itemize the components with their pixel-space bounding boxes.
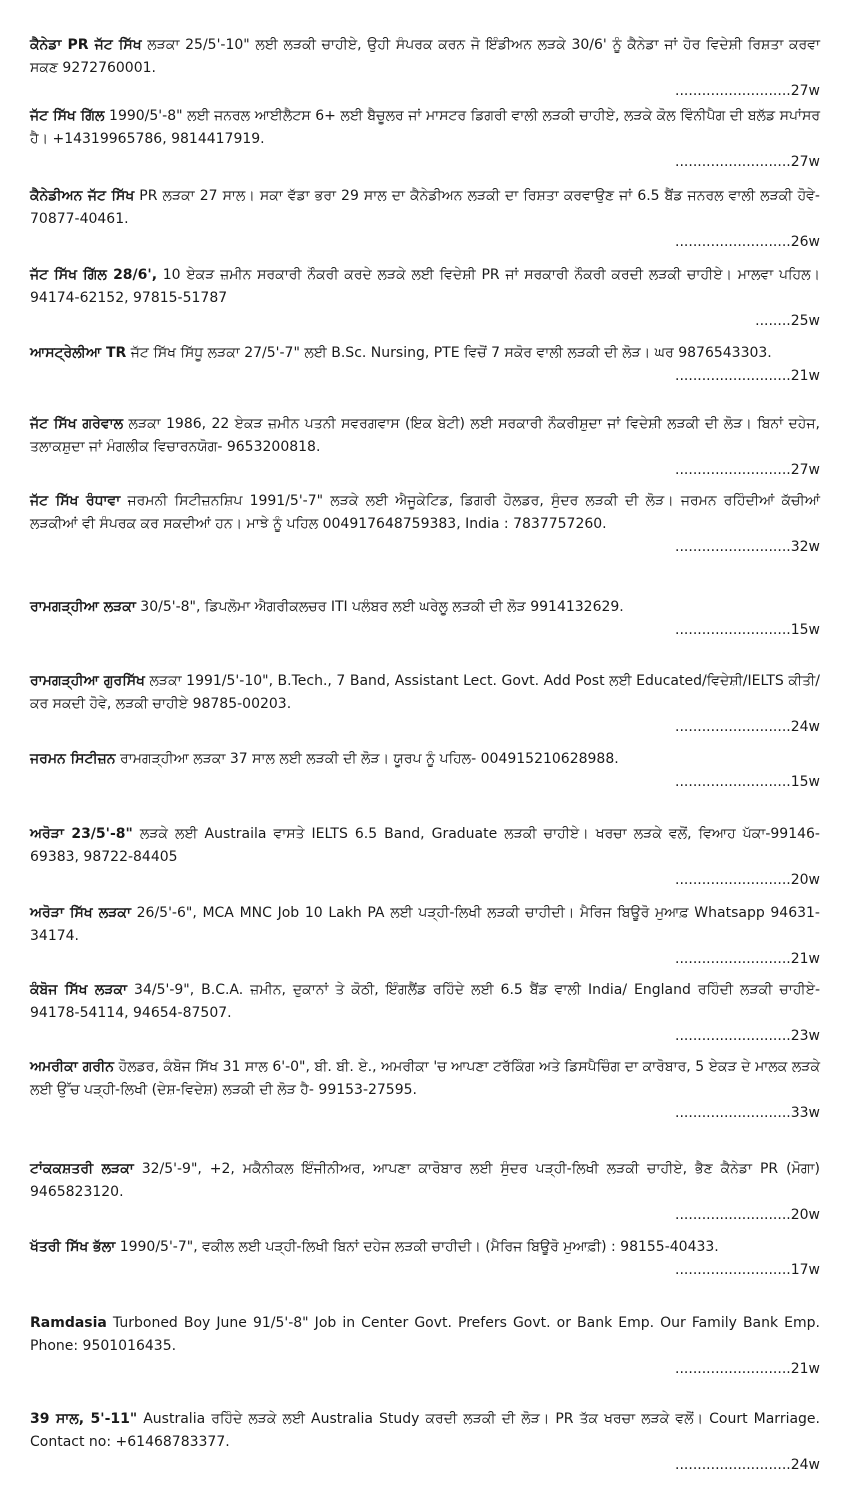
ad-code: ..........................21w: [675, 951, 820, 967]
ad-body: Australia ਰਹਿੰਦੇ ਲੜਕੇ ਲਈ Australia Study ਕਰਦੀ ਲੜਕੀ ਦੀ ਲੋੜ। PR ਤੱਕ ਖਰਚਾ ਲੜਕੇ ਵਲੋਂ। Court Marriage. Contact no: +61468783377.: [30, 1411, 820, 1450]
ad-code: ..........................33w: [675, 1105, 820, 1121]
ad-body: ਹੋਲਡਰ, ਕੰਬੋਜ ਸਿੱਖ 31 ਸਾਲ 6'-0", ਬੀ. ਬੀ. ਏ., ਅਮਰੀਕਾ 'ਚ ਆਪਣਾ ਟਰੱਕਿੰਗ ਅਤੇ ਡਿਸਪੈਚਿੰਗ ਦਾ ਕਾਰੋਬਾਰ, 5 ਏਕੜ ਦੇ ਮਾਲਕ ਲੜਕੇ ਲਈ ਉੱਚ ਪੜ੍ਹੀ-ਲਿਖੀ (ਦੇਸ਼-ਵਿਦੇਸ਼) ਲੜਕੀ ਦੀ ਲੋੜ ਹੈ- 99153-27595.: [30, 1059, 820, 1098]
ad-body: ਜੱਟ ਸਿੱਖ ਸਿੱਧੂ ਲੜਕਾ 27/5'-7" ਲਈ B.Sc. Nursing, PTE ਵਿਚੋਂ 7 ਸਕੋਰ ਵਾਲੀ ਲੜਕੀ ਦੀ ਲੋੜ। ਘਰ 9876543303.: [126, 345, 772, 361]
ad-body: ਲੜਕਾ 25/5'-10" ਲਈ ਲੜਕੀ ਚਾਹੀਏ, ਉਹੀ ਸੰਪਰਕ ਕਰਨ ਜੋ ਇੰਡੀਅਨ ਲੜਕੇ 30/6' ਨੂੰ ਕੈਨੇਡਾ ਜਾਂ ਹੋਰ ਵਿਦੇਸ਼ੀ ਰਿਸ਼ਤਾ ਕਰਵਾ ਸਕਣ 9272760001.: [30, 37, 821, 76]
ad-code: ..........................24w: [675, 1457, 820, 1473]
ad-lead: 39 ਸਾਲ, 5'-11": [30, 1411, 138, 1427]
ad-body: 30/5'-8", ਡਿਪਲੋਮਾ ਐਗਰੀਕਲਚਰ ITI ਪਲੰਬਰ ਲਈ ਘਰੇਲੂ ਲੜਕੀ ਦੀ ਲੋੜ 9914132629.: [135, 599, 624, 615]
ad-code: ..........................32w: [675, 539, 820, 555]
ad-code: ..........................15w: [675, 622, 820, 638]
ad-code: ..........................21w: [675, 368, 820, 384]
ad-body: 26/5'-6", MCA MNC Job 10 Lakh PA ਲਈ ਪੜ੍ਹੀ-ਲਿਖੀ ਲੜਕੀ ਚਾਹੀਦੀ। ਮੈਰਿਜ ਬਿਊਰੋ ਮੁਆਫ਼ Whatsapp 94631-34174.: [30, 905, 820, 944]
ad-lead: ਟਾਂਕਕਸ਼ਤਰੀ ਲੜਕਾ: [30, 1161, 134, 1177]
ad-11: [30, 902, 820, 971]
ad-lead: ਰਾਮਗੜ੍ਹੀਆ ਗੁਰਸਿੱਖ: [30, 673, 145, 689]
ad-8: [30, 670, 820, 739]
ad-2: [30, 185, 820, 254]
ad-code: ..........................23w: [675, 1028, 820, 1044]
ad-code: ..........................26w: [675, 234, 820, 250]
ad-body: ਰਾਮਗੜ੍ਹੀਆ ਲੜਕਾ 37 ਸਾਲ ਲਈ ਲੜਕੀ ਦੀ ਲੋੜ। ਯੂਰਪ ਨੂੰ ਪਹਿਲ- 004915210628988.: [115, 751, 619, 767]
ad-lead: ਜਰਮਨ ਸਿਟੀਜ਼ਨ: [30, 751, 116, 767]
ad-code: ..........................27w: [675, 154, 820, 170]
ad-15: [30, 1236, 820, 1282]
ad-10: [30, 823, 820, 892]
ad-lead: ਆਸਟ੍ਰੇਲੀਆ TR: [30, 345, 127, 361]
ad-lead: ਕੰਬੋਜ ਸਿੱਖ ਲੜਕਾ: [30, 982, 128, 998]
ad-14: [30, 1158, 820, 1227]
ad-code: ........25w: [755, 313, 820, 329]
ad-5: [30, 413, 820, 482]
ad-code: ..........................20w: [675, 872, 820, 888]
ad-lead: ਰਾਮਗੜ੍ਹੀਆ ਲੜਕਾ: [30, 599, 136, 615]
ad-body: 34/5'-9", B.C.A. ਜ਼ਮੀਨ, ਦੁਕਾਨਾਂ ਤੇ ਕੋਠੀ, ਇੰਗਲੈਂਡ ਰਹਿੰਦੇ ਲਈ 6.5 ਬੈਂਡ ਵਾਲੀ India/ England ਰਹਿੰਦੀ ਲੜਕੀ ਚਾਹੀਏ- 94178-54114, 94654-87507.: [30, 982, 820, 1021]
ad-code: ..........................27w: [675, 462, 820, 478]
ad-body: 1990/5'-7", ਵਕੀਲ ਲਈ ਪੜ੍ਹੀ-ਲਿਖੀ ਬਿਨਾਂ ਦਹੇਜ ਲੜਕੀ ਚਾਹੀਦੀ। (ਮੈਰਿਜ ਬਿਊਰੋ ਮੁਆਫ਼ੀ) : 98155-40433.: [115, 1239, 719, 1255]
ad-6: [30, 490, 820, 559]
ad-13: [30, 1056, 820, 1125]
ad-3: [30, 264, 820, 333]
ad-lead: ਜੱਟ ਸਿੱਖ ਗਰੇਵਾਲ: [30, 416, 124, 432]
ad-code: ..........................17w: [675, 1262, 820, 1278]
ad-0: [30, 34, 820, 103]
ad-body: ਲੜਕਾ 1986, 22 ਏਕੜ ਜ਼ਮੀਨ ਪਤਨੀ ਸਵਰਗਵਾਸ (ਇਕ ਬੇਟੀ) ਲਈ ਸਰਕਾਰੀ ਨੌਕਰੀਸ਼ੁਦਾ ਜਾਂ ਵਿਦੇਸ਼ੀ ਲੜਕੀ ਦੀ ਲੋੜ। ਬਿਨਾਂ ਦਹੇਜ, ਤਲਾਕਸ਼ੁਦਾ ਜਾਂ ਮੰਗਲੀਕ ਵਿਚਾਰਨਯੋਗ- 9653200818.: [30, 416, 820, 455]
ad-17: [30, 1408, 820, 1477]
ad-code: ..........................15w: [675, 774, 820, 790]
ad-4: [30, 342, 820, 388]
ad-lead: ਜੱਟ ਸਿੱਖ ਰੰਧਾਵਾ: [30, 493, 121, 509]
ad-lead: ਜੱਟ ਸਿੱਖ ਗਿੱਲ: [30, 108, 105, 124]
ad-lead: ਕੈਨੇਡਾ PR ਜੱਟ ਸਿੱਖ: [30, 37, 142, 53]
ad-7: [30, 596, 820, 642]
ad-16: [30, 1312, 820, 1381]
ad-lead: Ramdasia: [30, 1315, 107, 1331]
ad-code: ..........................27w: [675, 83, 820, 99]
ad-body: PR ਲੜਕਾ 27 ਸਾਲ। ਸਕਾ ਵੱਡਾ ਭਰਾ 29 ਸਾਲ ਦਾ ਕੈਨੇਡੀਅਨ ਲੜਕੀ ਦਾ ਰਿਸ਼ਤਾ ਕਰਵਾਉਣ ਜਾਂ 6.5 ਬੈਂਡ ਜਨਰਲ ਵਾਲੀ ਲੜਕੀ ਹੋਵੇ- 70877-40461.: [30, 188, 820, 227]
ad-lead: ਖੱਤਰੀ ਸਿੱਖ ਭੱਲਾ: [30, 1239, 116, 1255]
ad-body: 32/5'-9", +2, ਮਕੈਨੀਕਲ ਇੰਜੀਨੀਅਰ, ਆਪਣਾ ਕਾਰੋਬਾਰ ਲਈ ਸੁੰਦਰ ਪੜ੍ਹੀ-ਲਿਖੀ ਲੜਕੀ ਚਾਹੀਏ, ਭੈਣ ਕੈਨੇਡਾ PR (ਮੋਗਾ) 9465823120.: [30, 1161, 820, 1200]
ad-body: ਜਰਮਨੀ ਸਿਟੀਜ਼ਨਸ਼ਿਪ 1991/5'-7" ਲੜਕੇ ਲਈ ਐਜੂਕੇਟਿਡ, ਡਿਗਰੀ ਹੋਲਡਰ, ਸੁੰਦਰ ਲੜਕੀ ਦੀ ਲੋੜ। ਜਰਮਨ ਰਹਿੰਦੀਆਂ ਕੱਚੀਆਂ ਲੜਕੀਆਂ ਵੀ ਸੰਪਰਕ ਕਰ ਸਕਦੀਆਂ ਹਨ। ਮਾਝੇ ਨੂੰ ਪਹਿਲ 004917648759383, India : 7837757260.: [30, 493, 820, 532]
ad-code: ..........................24w: [675, 719, 820, 735]
ad-1: [30, 105, 820, 174]
ad-code: ..........................20w: [675, 1207, 820, 1223]
ad-body: Turboned Boy June 91/5'-8" Job in Center Govt. Prefers Govt. or Bank Emp. Our Family Bank Emp. Phone: 9501016435.: [30, 1315, 820, 1354]
ad-body: ਲੜਕੇ ਲਈ Austraila ਵਾਸਤੇ IELTS 6.5 Band, Graduate ਲੜਕੀ ਚਾਹੀਏ। ਖਰਚਾ ਲੜਕੇ ਵਲੋਂ, ਵਿਆਹ ਪੱਕਾ-99146-69383, 98722-84405: [30, 826, 820, 865]
ad-body: ਲੜਕਾ 1991/5'-10", B.Tech., 7 Band, Assistant Lect. Govt. Add Post ਲਈ Educated/ਵਿਦੇਸ਼ੀ/IELTS ਕੀਤੀ/ਕਰ ਸਕਦੀ ਹੋਵੇ, ਲੜਕੀ ਚਾਹੀਏ 98785-00203.: [30, 673, 820, 712]
ad-lead: ਅਮਰੀਕਾ ਗਰੀਨ: [30, 1059, 115, 1075]
ad-body: 10 ਏਕੜ ਜ਼ਮੀਨ ਸਰਕਾਰੀ ਨੌਕਰੀ ਕਰਦੇ ਲੜਕੇ ਲਈ ਵਿਦੇਸ਼ੀ PR ਜਾਂ ਸਰਕਾਰੀ ਨੌਕਰੀ ਕਰਦੀ ਲੜਕੀ ਚਾਹੀਏ। ਮਾਲਵਾ ਪਹਿਲ। 94174-62152, 97815-51787: [30, 267, 820, 306]
ad-lead: ਜੱਟ ਸਿੱਖ ਗਿੱਲ 28/6',: [30, 267, 158, 283]
ad-lead: ਅਰੋੜਾ ਸਿੱਖ ਲੜਕਾ: [30, 905, 131, 921]
ad-9: [30, 748, 820, 794]
ad-lead: ਅਰੋੜਾ 23/5'-8": [30, 826, 133, 842]
ad-body: 1990/5'-8" ਲਈ ਜਨਰਲ ਆਈਲੈਟਸ 6+ ਲਈ ਬੈਚੂਲਰ ਜਾਂ ਮਾਸਟਰ ਡਿਗਰੀ ਵਾਲੀ ਲੜਕੀ ਚਾਹੀਏ, ਲੜਕੇ ਕੋਲ ਵਿੰਨੀਪੈਗ ਦੀ ਬਲੱਡ ਸਪਾਂਸਰ ਹੈ। +14319965786, 9814417919.: [30, 108, 820, 147]
ad-12: [30, 979, 820, 1048]
ad-lead: ਕੈਨੇਡੀਅਨ ਜੱਟ ਸਿੱਖ: [30, 188, 135, 204]
ad-code: ..........................21w: [675, 1361, 820, 1377]
